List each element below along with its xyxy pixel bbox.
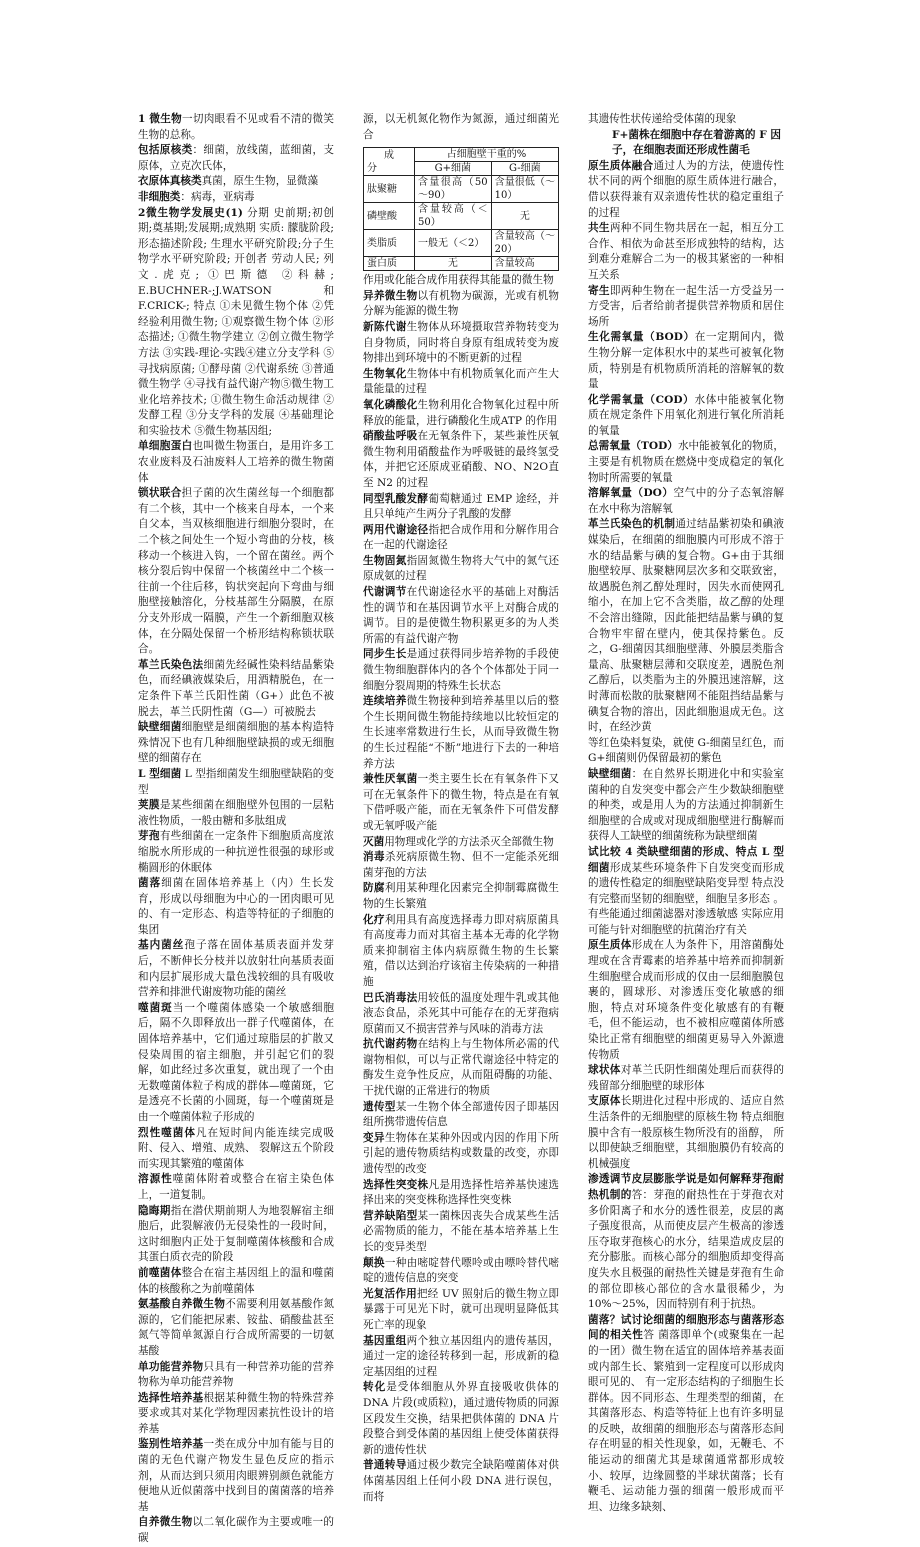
definition: 一类主要生长在有氧条件下又可在无氧条件下的微生物，特点是在有氧下借呼吸产能，而在无氧条件下可借发酵或无氧呼吸产能	[363, 773, 559, 832]
gneg-cell: 含量较高（～20）	[491, 230, 558, 257]
definition: ：在自然界长期进化中和实验室菌种的自发突变中都会产生少数缺细胞壁的种类，或是用人为的方法通过抑制新生细胞壁的合成或对现成细胞壁进行酶解而获得人工缺壁的细菌统称为缺壁细菌	[588, 767, 784, 843]
gpos-cell: 含量很高（50～90）	[415, 176, 492, 203]
table-head-component-bottom: 分	[367, 162, 377, 174]
term: 支原体	[588, 1095, 621, 1108]
column-left	[138, 112, 335, 1545]
gneg-cell: 含量很低（～10）	[491, 176, 558, 203]
definition: 把经 UV 照射后的微生物立即暴露于可见光下时，就可出现明显降低其死亡率的现象	[363, 1287, 559, 1331]
definition: 作用或化能合成作用获得其能量的微生物	[363, 274, 554, 287]
definition-paragraph	[363, 1256, 559, 1287]
definition-paragraph	[588, 439, 784, 486]
definition-paragraph	[138, 1515, 334, 1546]
term: 同型乳酸发酵	[363, 492, 429, 505]
definition-paragraph	[138, 112, 334, 143]
definition: 噬菌体附着或整合在宿主染色体上，一道复制。	[138, 1173, 335, 1201]
term: 噬菌斑	[138, 1001, 173, 1014]
definition-paragraph	[363, 772, 559, 834]
definition: 通过结晶紫初染和碘液媒染后，在细菌的细胞膜内可形成不溶于水的结晶紫与碘的复合物。G+由于其细胞壁较厚、肽聚糖网层次多和交联致密，故遇脱色剂乙醇处理时，因失水而使网孔缩小，在加上它不含类脂，故乙醇的处理不会溶出缝隙，因此能把结晶紫与碘的复合物牢牢留在壁内，使其保持紫色。反之，G-细菌因其细胞壁薄、外膜层类脂含量高、肽聚糖层薄和交联度差，遇脱色剂乙醇后，以类脂为主的外膜迅速溶解，这时薄而松散的肽聚糖网不能阻挡结晶紫与碘复合物的溶出，因此细胞退成无色。这时，在经沙黄	[588, 518, 784, 734]
definition-paragraph	[588, 517, 784, 735]
term: L 型细菌	[138, 767, 182, 780]
definition: 当一个噬菌体感染一个敏感细胞后，隔不久即释放出一群子代噬菌体，在固体培养基中，它们通过琼脂层的扩散又侵染周围的宿主细胞，并引起它们的裂解，如此经过多次重复，就出现了一个由无数噬菌体粒子构成的群体—噬菌斑，它是透亮不长菌的小圆斑，每一个噬菌斑是由一个噬菌体粒子形成的	[138, 1001, 335, 1123]
definition-paragraph	[588, 159, 784, 221]
term: 包括原核类	[138, 144, 193, 157]
definition: ：病毒，亚病毒	[180, 190, 255, 203]
definition: 细胞壁是细菌细胞的基本构造特殊情况下也有几种细胞壁缺损的或无细胞壁的细菌存在	[138, 721, 334, 765]
definition: 答 菌落即单个(或聚集在一起的一团）微生物在适宜的固体培养基表面或内部生长、繁殖到一定程度可以形成肉眼可见的、 有一定形态结构的子细胞生长群体。因不同形态、生理类型的细菌，在其菌落形态、构造等特征上也有许多明显的反映，故细菌的细胞形态与菌落形态间存在明显的相关性现象，如，无鞭毛、不能运动的细菌尤其是球菌通常都形成较小、较厚，边缘圆整的半球状菌落；长有鞭毛、运动能力强的细菌一般形成而平坦、边缘多缺刻、	[588, 1329, 785, 1513]
definition: 是受体细胞从外界直接吸收供体的DNA 片段(或质粒)，通过遗传物质的同源区段发生交换，结果把供体菌的 DNA 片段整合到受体菌的基因组上使受体菌获得新的遗传性状	[363, 1381, 560, 1456]
definition-paragraph	[363, 1131, 559, 1178]
term: 异养微生物	[363, 289, 418, 302]
term: 氨基酸自养微生物	[138, 1298, 226, 1311]
definition-paragraph	[138, 720, 334, 767]
definition: 两种不同生物共居在一起，相互分工合作、相依为命甚至形成独特的结构，达到难分难解合二为一的极其紧密的一种相互关系	[588, 222, 784, 281]
definition: 生物利用化合物氧化过程中所释放的能量，进行磷酸化生成ATP 的作用	[363, 398, 559, 427]
definition-paragraph	[588, 736, 784, 767]
definition: 葡萄糖通过 EMP 途经，并且只单纯产生两分子乳酸的发酵	[363, 492, 559, 521]
term: 兼性厌氧菌	[363, 773, 418, 786]
definition-paragraph	[138, 767, 334, 798]
term: 革兰氏染色法	[138, 658, 204, 671]
definition: 对革兰氏阴性细菌处理后而获得的残留部分细胞壁的球形体	[588, 1064, 784, 1092]
paragraph: 源，以无机氮化物作为氮源，通过细菌光合	[363, 113, 559, 141]
definition-paragraph	[363, 523, 559, 554]
definition-paragraph	[363, 554, 559, 585]
term: 1 微生物	[138, 113, 182, 125]
definition: 也叫微生物蛋白，是用许多工农业废料及石油废料人工培养的微生物菌体	[138, 440, 334, 484]
definition-paragraph	[363, 367, 559, 398]
row-label: 类脂质	[364, 230, 415, 257]
term: 衣原体真核类	[138, 175, 202, 188]
cell-wall-table	[363, 147, 559, 271]
definition-paragraph	[588, 486, 784, 517]
definition: 用较低的温度处理牛乳或其他液态食品，杀死其中可能存在的无芽孢病原菌而又不损害营养与风味的消毒方法	[363, 991, 559, 1035]
term: 变异	[363, 1131, 385, 1144]
gpos-cell: 无	[415, 257, 492, 271]
definition-paragraph	[363, 647, 559, 694]
term: 缺壁细菌	[588, 767, 632, 780]
term: 基因重组	[363, 1334, 407, 1347]
definition-paragraph	[138, 1001, 334, 1126]
definition: 一种由嘧啶替代嘌呤或由嘌呤替代嘧啶的遗传信息的突变	[363, 1256, 559, 1285]
term: 共生	[588, 222, 610, 235]
term: 生物固氮	[363, 554, 407, 567]
definition-paragraph	[138, 1126, 334, 1173]
table-head-component-top: 成	[384, 149, 394, 161]
definition: 杀死病原微生物、但不一定能杀死细菌芽孢的方法	[363, 851, 559, 879]
definition-paragraph	[363, 320, 559, 367]
term: 芽孢	[138, 830, 160, 843]
term: 消毒	[363, 851, 385, 864]
definition: 两个独立基因组内的遗传基因，通过一定的途径转移到一起，形成新的稳定基因组的过程	[363, 1334, 559, 1378]
gneg-cell: 无	[491, 203, 558, 230]
term: 代谢调节	[363, 586, 407, 599]
term: 前噬菌体	[138, 1266, 182, 1279]
definition: 细菌先经碱性染料结晶紫染色，而经碘液媒染后，用酒精脱色，在一定条件下革兰氏阳性菌（G+）此色不被脱去，革兰氏阴性菌（G—）可被脱去	[138, 658, 334, 718]
term: 基内菌丝	[138, 939, 185, 952]
definition: 以二氧化碳作为主要或唯一的碳	[138, 1516, 334, 1545]
definition-paragraph	[363, 1458, 559, 1505]
definition: 以有机物为碳源，光或有机物分解为能源的微生物	[363, 289, 559, 318]
table-row	[364, 203, 559, 230]
definition: 孢子落在固体基质表面并发芽后，不断伸长分枝并以放射壮向基质表面和内层扩展形成大量色浅较细的具有吸收营养和排泄代谢废物功能的菌丝	[138, 939, 335, 999]
term: 选择性培养基	[138, 1391, 204, 1404]
term: 氧化磷酸化	[363, 398, 418, 411]
term: F+菌株在细胞中存在着游离的 F 因子，在细胞表面还形成性菌毛	[612, 128, 782, 157]
definition-paragraph	[588, 1063, 784, 1094]
definition: 根据某种微生物的特殊营养要求或其对某化学物理因素抗性设计的培养基	[138, 1391, 334, 1435]
definition-paragraph	[363, 429, 559, 491]
definition-paragraph	[363, 913, 559, 991]
definition: ：细菌，放线菌，蓝细菌，支原体，立克次氏体，	[138, 144, 334, 172]
term: 同步生长	[363, 648, 407, 661]
definition-paragraph	[588, 845, 784, 939]
term: 营养缺陷型	[363, 1209, 418, 1222]
term: 遗传型	[363, 1100, 396, 1113]
term: 总需氧量（TOD）	[588, 440, 678, 453]
definition-paragraph	[138, 829, 334, 876]
term: 灭菌	[363, 835, 385, 848]
definition-paragraph	[138, 1266, 334, 1297]
definition: 空气中的分子态氧溶解在水中称为溶解氧	[588, 487, 784, 515]
definition: 指在潜伏期前期人为地裂解宿主细胞后，此裂解液仍无侵染性的一段时间，这时细胞内正处于复制噬菌体核酸和合成其蛋白质衣壳的阶段	[138, 1204, 334, 1264]
definition-paragraph	[588, 221, 784, 283]
definition: 凡是用选择性培养基快速选择出来的突变株称选择性突变株	[363, 1178, 559, 1207]
term: 球状体	[588, 1064, 621, 1077]
definition-paragraph	[588, 1313, 784, 1516]
definition-paragraph	[138, 1297, 334, 1359]
definition: 只具有一种营养功能的营养物称为单功能营养物	[138, 1360, 334, 1389]
term: 原生质体融合	[588, 159, 654, 172]
term: 渗透调节皮层膨胀学说是如何解释芽孢耐热机制的	[588, 1173, 784, 1201]
term: 菌落？试讨论细菌的细胞形态与菌落形态间的相关性	[588, 1313, 784, 1342]
definition-paragraph	[138, 658, 334, 720]
definition-paragraph	[363, 1209, 559, 1256]
definition: 形成在人为条件下，用溶菌酶处理或在含青霉素的培养基中培养而抑制新生细胞壁合成而形成的仅由一层细胞膜包裹的，圆球形、对渗透压变化敏感的细胞，特点对环境条件变化敏感有的有鞭毛，但不能运动，也不被相应噬菌体所感染比正常有细胞壁的细菌更易导入外源遗传物质	[588, 939, 784, 1061]
definition-paragraph	[363, 1037, 559, 1099]
definition-paragraph	[138, 1172, 334, 1203]
definition-paragraph	[363, 398, 559, 429]
table-row	[364, 230, 559, 257]
term: 试比较 4 类缺壁细菌的形成、特点 L 型细菌	[588, 845, 784, 874]
term: 两用代谢途径	[363, 523, 429, 536]
definition-paragraph	[363, 273, 559, 289]
definition: 一切肉眼看不见或看不清的微笑生物的总称。	[138, 113, 334, 141]
column-middle	[363, 112, 560, 1503]
gpos-cell: 一般无（＜2）	[415, 230, 492, 257]
definition-paragraph	[363, 1334, 559, 1381]
gpos-cell: 含量较高（＜50）	[415, 203, 492, 230]
term: 防腐	[363, 882, 385, 895]
term: 转化	[363, 1381, 387, 1394]
table-head-gneg: G-细菌	[491, 162, 558, 176]
term: 寄生	[588, 284, 610, 297]
table-head-span: 占细胞壁干重的%	[415, 148, 559, 162]
term: 单功能营养物	[138, 1360, 204, 1373]
definition: 生物体中有机物质氧化而产生大量能量的过程	[363, 367, 559, 396]
definition: 某一菌株因丧失合成某些生活必需物质的能力，不能在基本培养基上生长的变异类型	[363, 1209, 559, 1253]
definition-paragraph	[363, 289, 559, 320]
definition: L 型指细菌发生细胞壁缺陷的变型	[138, 767, 334, 796]
table-head-gpos: G+细菌	[415, 162, 492, 176]
definition: 是通过获得同步培养物的手段使微生物细胞群体内的各个个体都处于同一细胞分裂周期的特殊生长状态	[363, 648, 559, 692]
definition-paragraph	[363, 881, 559, 912]
definition: 指把合成作用和分解作用合在一起的代谢途径	[363, 523, 559, 552]
term: 鉴别性培养基	[138, 1438, 204, 1451]
definition: 在代谢途径水平的基础上对酶活性的调节和在基因调节水平上对酶合成的调节。目的是使微生物积累更多的为人类所需的有益代谢产物	[363, 586, 559, 645]
definition: 生物体在某种外因或内因的作用下所引起的遗传物质结构或数量的改变，亦即遗传型的改变	[363, 1131, 559, 1176]
definition-paragraph	[363, 492, 559, 523]
definition-paragraph	[138, 1360, 334, 1391]
definition: 水中能被氧化的物质，主要是有机物质在燃烧中变成稳定的氧化物时所需要的氧量	[588, 440, 784, 484]
term: 隐晦期	[138, 1204, 171, 1217]
definition: 某一生物个体全部遗传因子即基因组所携带遗传信息	[363, 1100, 559, 1129]
definition: 水体中能被氧化物质在规定条件下用氧化剂进行氧化所消耗的氧量	[588, 393, 784, 437]
definition: 在结构上与生物体所必需的代谢物相似，可以与正常代谢途径中特定的酶发生竞争性反应，从而阻碍酶的功能、干扰代谢的正常进行的物质	[363, 1038, 559, 1098]
definition-paragraph	[588, 112, 784, 128]
definition-paragraph	[588, 1094, 784, 1172]
definition-paragraph	[588, 393, 784, 440]
term: 缺壁细菌	[138, 721, 182, 734]
definition-paragraph	[363, 585, 559, 647]
definition: 担子菌的次生菌丝每一个细胞都有二个核，其中一个核来自母本，一个来自父本，当双核细胞进行细胞分裂时，在二个核之间处生一个短小弯曲的分枝，核移动一个核进入钩，一个留在菌丝。两个核分裂后钩中保留一个核菌丝中二个核一往前一个往后移，钩状突起向下弯曲与细胞壁接触溶化，分枝基部生分隔膜，在原分支外形成一隔膜，产生一个新细胞双核体，在分隔处保留一个桥形结构称锁状联合。	[138, 487, 334, 656]
term: 生物氧化	[363, 367, 407, 380]
definition-paragraph	[138, 486, 334, 658]
definition: 利用具有高度选择毒力即对病原菌具有高度毒力而对其宿主基本无毒的化学物质来抑制宿主体内病原微生物的生长繁殖，借以达到治疗该宿主传染病的一种措施	[363, 913, 559, 988]
definition: 长期进化过程中形成的、适应自然生活条件的无细胞壁的原核生物 特点细胞膜中含有一般原核生物所没有的甾醇， 所以即使缺乏细胞壁，其细胞膜仍有较高的机械强度	[588, 1095, 784, 1170]
definition-paragraph	[588, 1172, 784, 1312]
row-label: 磷壁酸	[364, 203, 415, 230]
definition: 细菌在固体培养基上（内）生长发育，形成以母细胞为中心的一团肉眼可见的、有一定形态、构造等特征的子细胞的集团	[138, 877, 335, 936]
definition-paragraph	[138, 439, 334, 486]
term: 锁状联合	[138, 487, 182, 500]
term: 化疗	[363, 913, 385, 926]
definition: 答：芽孢的耐热性在于芽孢衣对多价阳离子和水分的透性很差，皮层的离子强度很高，从而使皮层产生极高的渗透压夺取芽孢核心的水分，结果造成皮层的充分膨胀。而核心部分的细胞质却变得高度失水且极强的耐热性关键是芽孢有生命的部位即核心部位的含水量很稀少，为10%～25%，因而特别有利于抗热。	[588, 1188, 784, 1311]
definition: 整合在宿主基因组上的温和噬菌体的核酸称之为前噬菌体	[138, 1266, 334, 1295]
definition: 等红色染料复染，就使 G-细菌呈红色，而 G+细菌则仍保留最初的紫色	[588, 736, 784, 765]
definition-paragraph	[363, 850, 559, 881]
term: 革兰氏染色的机制	[588, 518, 676, 531]
definition: 形成某些环境条件下自发突变而形成的遗传性稳定的细胞壁缺陷变异型 特点没有完整而坚韧的细胞壁，细胞呈多形态 。有些能通过细菌滤器对渗透敏感 实际应用可能与针对细胞壁的抗菌治疗有关	[588, 861, 784, 936]
definition-paragraph	[363, 1287, 559, 1334]
definition-paragraph	[363, 694, 559, 772]
definition-paragraph	[138, 876, 334, 938]
term: 新陈代谢	[363, 320, 407, 333]
definition-paragraph	[138, 1391, 334, 1438]
definition-paragraph	[138, 1204, 334, 1266]
definition: 通过极少数完全缺陷噬菌体对供体菌基因组上任何小段 DNA 进行误包，而将	[363, 1459, 559, 1503]
term: 荚膜	[138, 799, 160, 812]
definition: 在无氧条件下，某些兼性厌氧微生物利用硝酸盐作为呼吸链的最终氢受体，并把它还原成亚硝酸、NO、N2O直至 N2 的过程	[363, 430, 559, 489]
definition-paragraph	[588, 330, 784, 392]
definition-paragraph	[138, 938, 334, 1000]
definition: 微生物接种到培养基里以后的整个生长期间微生物能持续地以比较恒定的生长速率常数进行生长，从而导致微生物的生长过程能“不断”地进行下去的一种培养方法	[363, 695, 559, 770]
definition: 生物体从环境摄取营养物转变为自身物质，同时将自身原有组成转变为废物排出到环境中的不断更新的过程	[363, 320, 559, 365]
term: 单细胞蛋白	[138, 440, 193, 453]
definition: 用物理或化学的方法杀灭全部微生物	[384, 835, 554, 848]
term: 生化需氧量（BOD）	[588, 331, 695, 344]
term: 巴氏消毒法	[363, 991, 418, 1004]
definition: 有些细菌在一定条件下细胞质高度浓缩脱水所形成的一种抗逆性很强的球形或椭圆形的休眠体	[138, 830, 334, 874]
term: 非细胞类	[138, 190, 181, 203]
definition: 凡在短时间内能连续完成吸附、侵入、增殖、成熟、 裂解这五个阶段而实现其繁殖的噬菌体	[138, 1126, 335, 1170]
term: 抗代谢药物	[363, 1038, 418, 1051]
definition-paragraph	[138, 798, 334, 829]
term: 溶源性	[138, 1173, 173, 1186]
definition: 指固氮微生物将大气中的氮气还原成氨的过程	[363, 554, 559, 583]
definition: 其遗传性状传递给受体菌的现象	[588, 113, 737, 125]
term: 原生质体	[588, 939, 632, 952]
definition: 利用某种理化因素完全抑制霉腐微生物的生长繁殖	[363, 882, 559, 910]
row-label: 肽聚糖	[364, 176, 415, 203]
definition-paragraph	[588, 284, 784, 331]
definition-paragraph	[363, 991, 559, 1038]
term: 光复活作用	[363, 1287, 417, 1300]
definition-paragraph	[138, 190, 334, 206]
term: 选择性突变株	[363, 1178, 429, 1191]
definition-paragraph	[138, 143, 334, 174]
definition-paragraph	[588, 767, 784, 845]
definition: 通过人为的方法，使遗传性状不同的两个细胞的原生质体进行融合，借以获得兼有双亲遗传性状的稳定重组子的过程	[588, 159, 784, 219]
term: 普通转导	[363, 1459, 407, 1472]
definition: 分期 史前期;初创期;奠基期;发展期;成熟期 实质: 朦胧阶段; 形态描述阶段; 生理水平研究阶段;分子生物学水平研究阶段; 开创者 劳动人民; 列文.虎克; ①巴斯德 ②科赫; E.BUCHNER-;J.WATSON 和 F.CRICK-; 特点 ①未见微生物个体 ②凭经验利用微生物; ①观察微生物个体 ②形态描述; ①微生物学建立 ②创立微生物学方法 ③实践-理论-实践④建立分支学科 ⑤寻找病原菌; ①酵母菌 ②代谢系统 ③普通微生物学 ④寻找有益代谢产物⑤微生物工业化培养技术; ①微生物生命活动规律 ②发酵工程 ③分支学科的发展 ④基础理论和实验技术 ⑤微生物基因组;	[138, 206, 334, 437]
table-row	[364, 176, 559, 203]
definition-paragraph	[363, 835, 559, 851]
term: 硝酸盐呼吸	[363, 430, 418, 443]
term: 连续培养	[363, 695, 407, 708]
definition: 在一定期间内，微生物分解一定体积水中的某些可被氧化物质，特别是有机物质所消耗的溶解氧的数量	[588, 331, 784, 391]
definition-paragraph	[138, 174, 334, 190]
column-right	[588, 112, 785, 1513]
definition: 是某些细菌在细胞壁外包围的一层粘液性物质，一般由糖和多肽组成	[138, 799, 334, 827]
definition-paragraph	[138, 206, 334, 440]
definition: 即两种生物在一起生活一方受益另一方受害，后者给前者提供营养物质和居住场所	[588, 284, 784, 328]
definition-paragraph	[363, 1380, 559, 1458]
definition-paragraph	[363, 1100, 559, 1131]
term: 颠换	[363, 1256, 385, 1269]
term: 化学需氧量（COD）	[588, 393, 695, 406]
definition-paragraph	[588, 128, 784, 159]
definition-paragraph	[138, 1437, 334, 1515]
term: 自养微生物	[138, 1516, 193, 1529]
definition: 不需要利用氨基酸作氮源的，它们能把尿素、铵盐、硝酸盐甚至氮气等简单氮源自行合成所需要的一切氨基酸	[138, 1298, 334, 1357]
term: 烈性噬菌体	[138, 1126, 196, 1139]
definition-paragraph	[588, 938, 784, 1063]
table-head-component	[364, 148, 415, 176]
definition: 一类在成分中加有能与目的菌的无色代谢产物发生显色反应的指示剂，从而达到只须用肉眼辨别颜色就能方便地从近似菌落中找到目的菌菌落的培养基	[138, 1438, 334, 1513]
term: 2微生物学发展史(1)	[138, 206, 243, 219]
gneg-cell: 含量较高	[491, 257, 558, 271]
term: 菌落	[138, 877, 162, 890]
term: 溶解氧量（DO）	[588, 487, 674, 500]
table-row	[364, 257, 559, 271]
definition: 真菌，原生生物，显微藻	[201, 175, 319, 188]
definition-paragraph	[363, 1178, 559, 1209]
row-label: 蛋白质	[364, 257, 415, 271]
